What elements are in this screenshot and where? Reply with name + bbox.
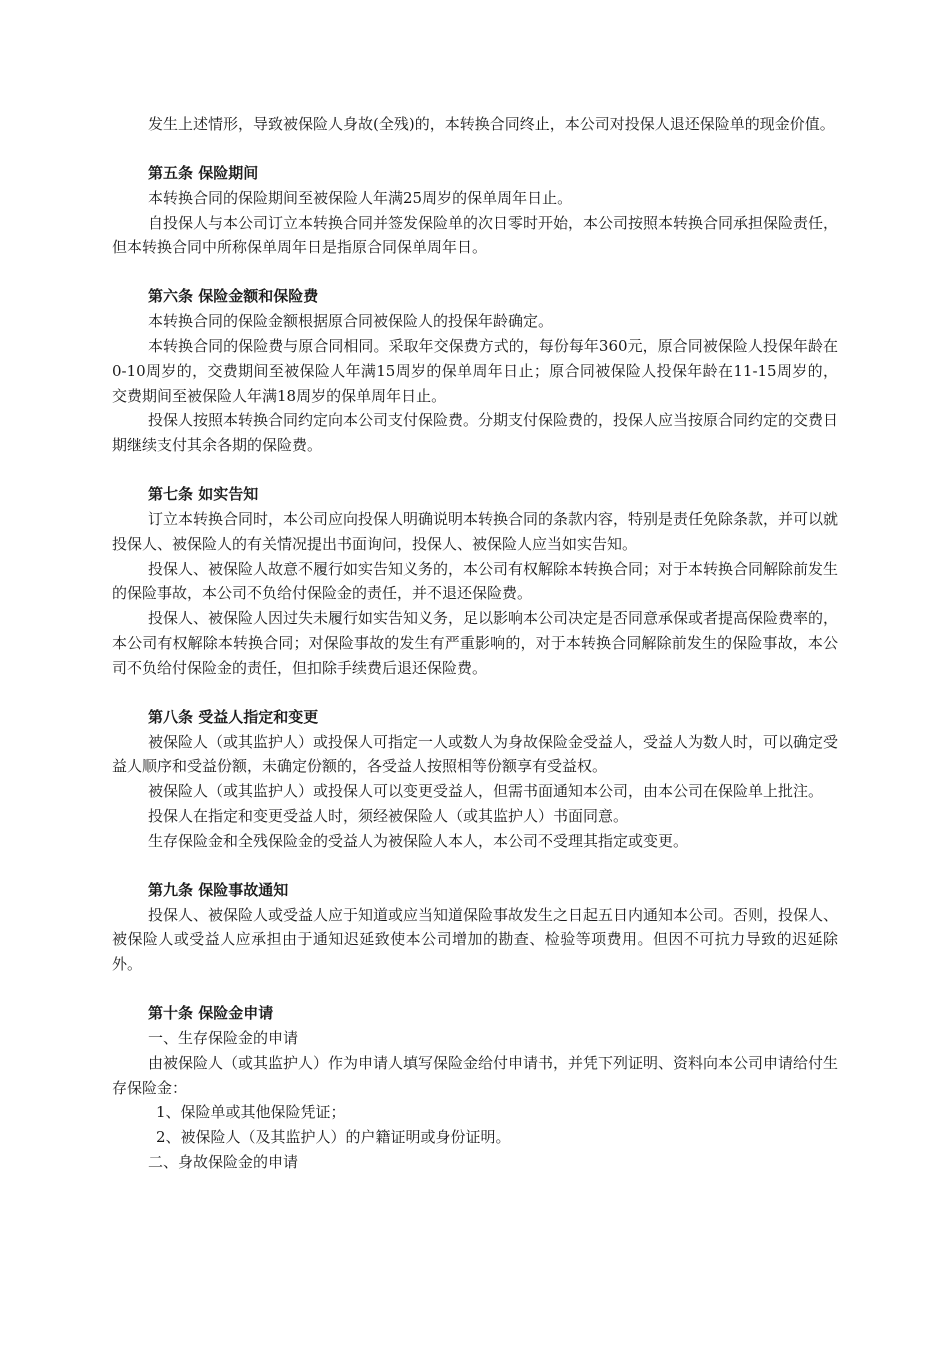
paragraph: 投保人在指定和变更受益人时，须经被保险人（或其监护人）书面同意。 bbox=[148, 806, 629, 825]
list-item: 2、被保险人（及其监护人）的户籍证明或身份证明。 bbox=[156, 1128, 511, 1147]
intro-paragraph: 发生上述情形，导致被保险人身故(全残)的，本转换合同终止，本公司对投保人退还保险单的现金价值。 bbox=[148, 115, 835, 133]
paragraph: 本转换合同的保险金额根据原合同被保险人的投保年龄确定。 bbox=[148, 312, 554, 331]
paragraph: 本转换合同的保险期间至被保险人年满25周岁的保单周年日止。 bbox=[148, 188, 573, 207]
article-heading: 第五条 保险期间 bbox=[148, 163, 259, 182]
paragraph: 订立本转换合同时，本公司应向投保人明确说明本转换合同的条款内容，特别是责任免除条款，并可以就投保人、被保险人的有关情况提出书面询问，投保人、被保险人应当如实告知。 bbox=[112, 509, 839, 553]
article-7 bbox=[112, 482, 838, 681]
subheading: 一、生存保险金的申请 bbox=[148, 1028, 299, 1047]
article-6 bbox=[112, 284, 838, 458]
list-item: 1、保险单或其他保险凭证； bbox=[156, 1103, 346, 1122]
document-body bbox=[112, 112, 838, 1199]
article-5 bbox=[112, 161, 838, 260]
article-heading: 第六条 保险金额和保险费 bbox=[148, 287, 319, 306]
article-heading: 第八条 受益人指定和变更 bbox=[148, 707, 319, 726]
paragraph: 本转换合同的保险费与原合同相同。采取年交保费方式的，每份每年360元，原合同被保险人投保年龄在0-10周岁的，交费期间至被保险人年满15周岁的保单周年日止；原合同被保险人投保年龄在11-15周岁的，交费期间至被保险人年满18周岁的保单周年日止。 bbox=[112, 336, 838, 405]
paragraph: 投保人按照本转换合同约定向本公司支付保险费。分期支付保险费的，投保人应当按原合同约定的交费日期继续支付其余各期的保险费。 bbox=[112, 411, 839, 455]
article-heading: 第九条 保险事故通知 bbox=[148, 880, 289, 899]
article-10 bbox=[112, 1001, 838, 1175]
article-heading: 第十条 保险金申请 bbox=[148, 1003, 274, 1022]
subheading: 二、身故保险金的申请 bbox=[148, 1152, 299, 1171]
intro-section bbox=[112, 112, 838, 137]
paragraph: 由被保险人（或其监护人）作为申请人填写保险金给付申请书，并凭下列证明、资料向本公司申请给付生存保险金： bbox=[112, 1053, 839, 1097]
paragraph: 自投保人与本公司订立本转换合同并签发保险单的次日零时开始，本公司按照本转换合同承担保险责任，但本转换合同中所称保单周年日是指原合同保单周年日。 bbox=[112, 213, 839, 257]
article-8 bbox=[112, 705, 838, 854]
article-heading: 第七条 如实告知 bbox=[148, 484, 259, 503]
paragraph: 被保险人（或其监护人）或投保人可以变更受益人，但需书面通知本公司，由本公司在保险单上批注。 bbox=[148, 782, 824, 801]
paragraph: 被保险人（或其监护人）或投保人可指定一人或数人为身故保险金受益人，受益人为数人时，可以确定受益人顺序和受益份额，未确定份额的，各受益人按照相等份额享有受益权。 bbox=[112, 732, 839, 776]
paragraph: 投保人、被保险人故意不履行如实告知义务的，本公司有权解除本转换合同；对于本转换合同解除前发生的保险事故，本公司不负给付保险金的责任，并不退还保险费。 bbox=[112, 559, 839, 603]
paragraph: 投保人、被保险人或受益人应于知道或应当知道保险事故发生之日起五日内通知本公司。否则，投保人、被保险人或受益人应承担由于通知迟延致使本公司增加的勘查、检验等项费用。但因不可抗力导致的迟延除外。 bbox=[112, 905, 839, 974]
paragraph: 投保人、被保险人因过失未履行如实告知义务，足以影响本公司决定是否同意承保或者提高保险费率的，本公司有权解除本转换合同；对保险事故的发生有严重影响的，对于本转换合同解除前发生的保险事故，本公司不负给付保险金的责任，但扣除手续费后退还保险费。 bbox=[112, 609, 839, 677]
article-9 bbox=[112, 878, 838, 977]
paragraph: 生存保险金和全残保险金的受益人为被保险人本人，本公司不受理其指定或变更。 bbox=[148, 831, 689, 850]
